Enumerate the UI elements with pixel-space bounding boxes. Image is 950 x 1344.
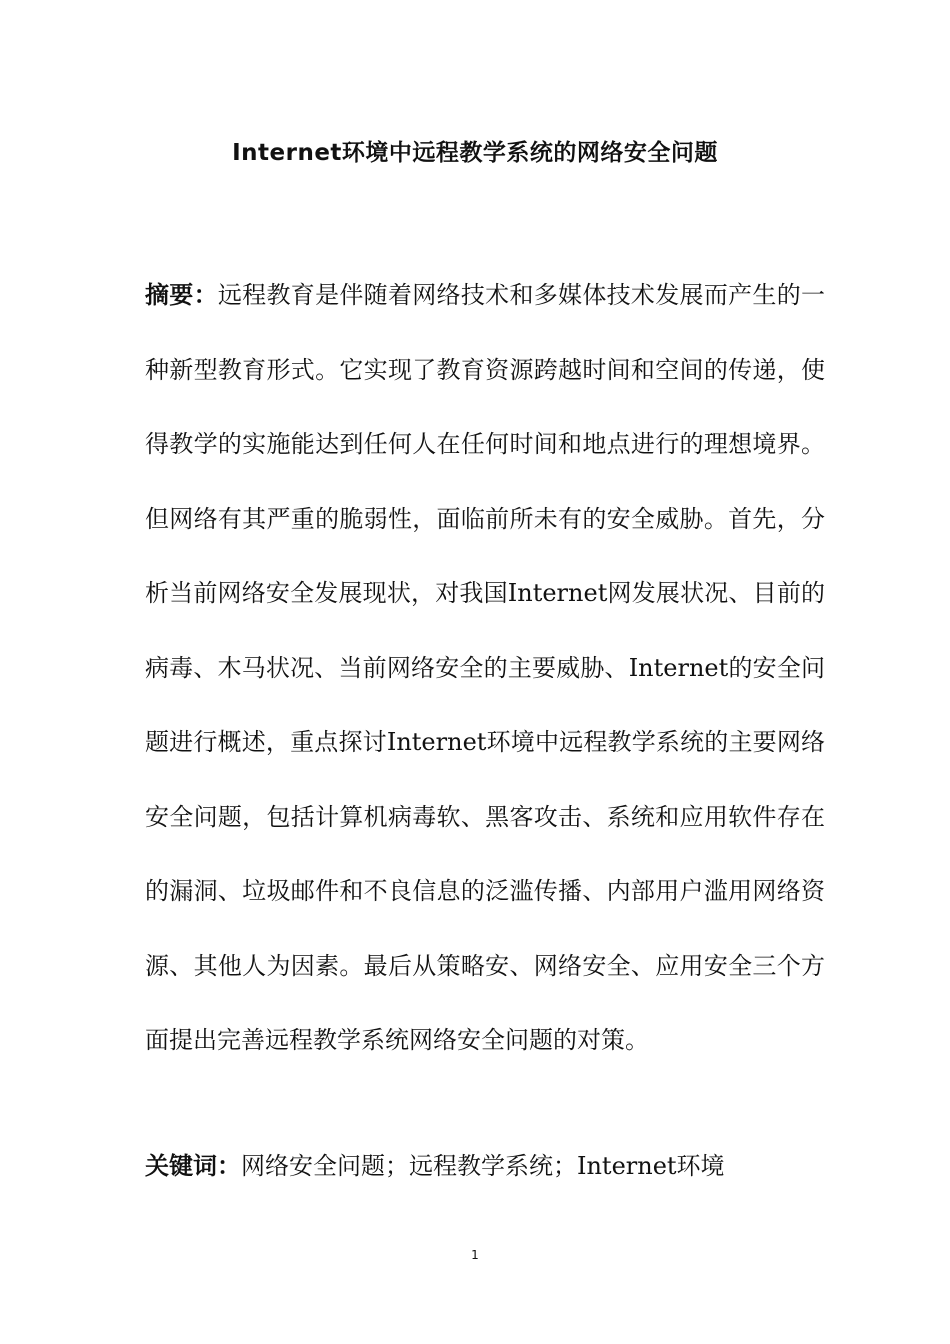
page-number: 1 (471, 1248, 479, 1262)
document-title: Internet环境中远程教学系统的网络安全问题 (232, 140, 718, 166)
keywords-text: 网络安全问题；远程教学系统；Internet环境 (241, 1152, 725, 1180)
abstract-paragraph (145, 258, 825, 1078)
keywords-label: 关键词： (145, 1152, 241, 1180)
abstract-text: 远程教育是伴随着网络技术和多媒体技术发展而产生的一种新型教育形式。它实现了教育资源跨越时间和空间的传递，使得教学的实施能达到任何人在任何时间和地点进行的理想境界。但网络有其严重的脆弱性，面临前所未有的安全威胁。首先，分析当前网络安全发展现状，对我国Internet网发展状况、目前的病毒、木马状况、当前网络安全的主要威胁、Internet的安全问题进行概述，重点探讨Internet环境中远程教学系统的主要网络安全问题，包括计算机病毒软、黑客攻击、系统和应用软件存在的漏洞、垃圾邮件和不良信息的泛滥传播、内部用户滥用网络资源、其他人为因素。最后从策略安、网络安全、应用安全三个方面提出完善远程教学系统网络安全问题的对策。 (145, 281, 825, 1054)
abstract-label: 摘要： (145, 281, 218, 309)
keywords-paragraph (145, 1148, 825, 1184)
